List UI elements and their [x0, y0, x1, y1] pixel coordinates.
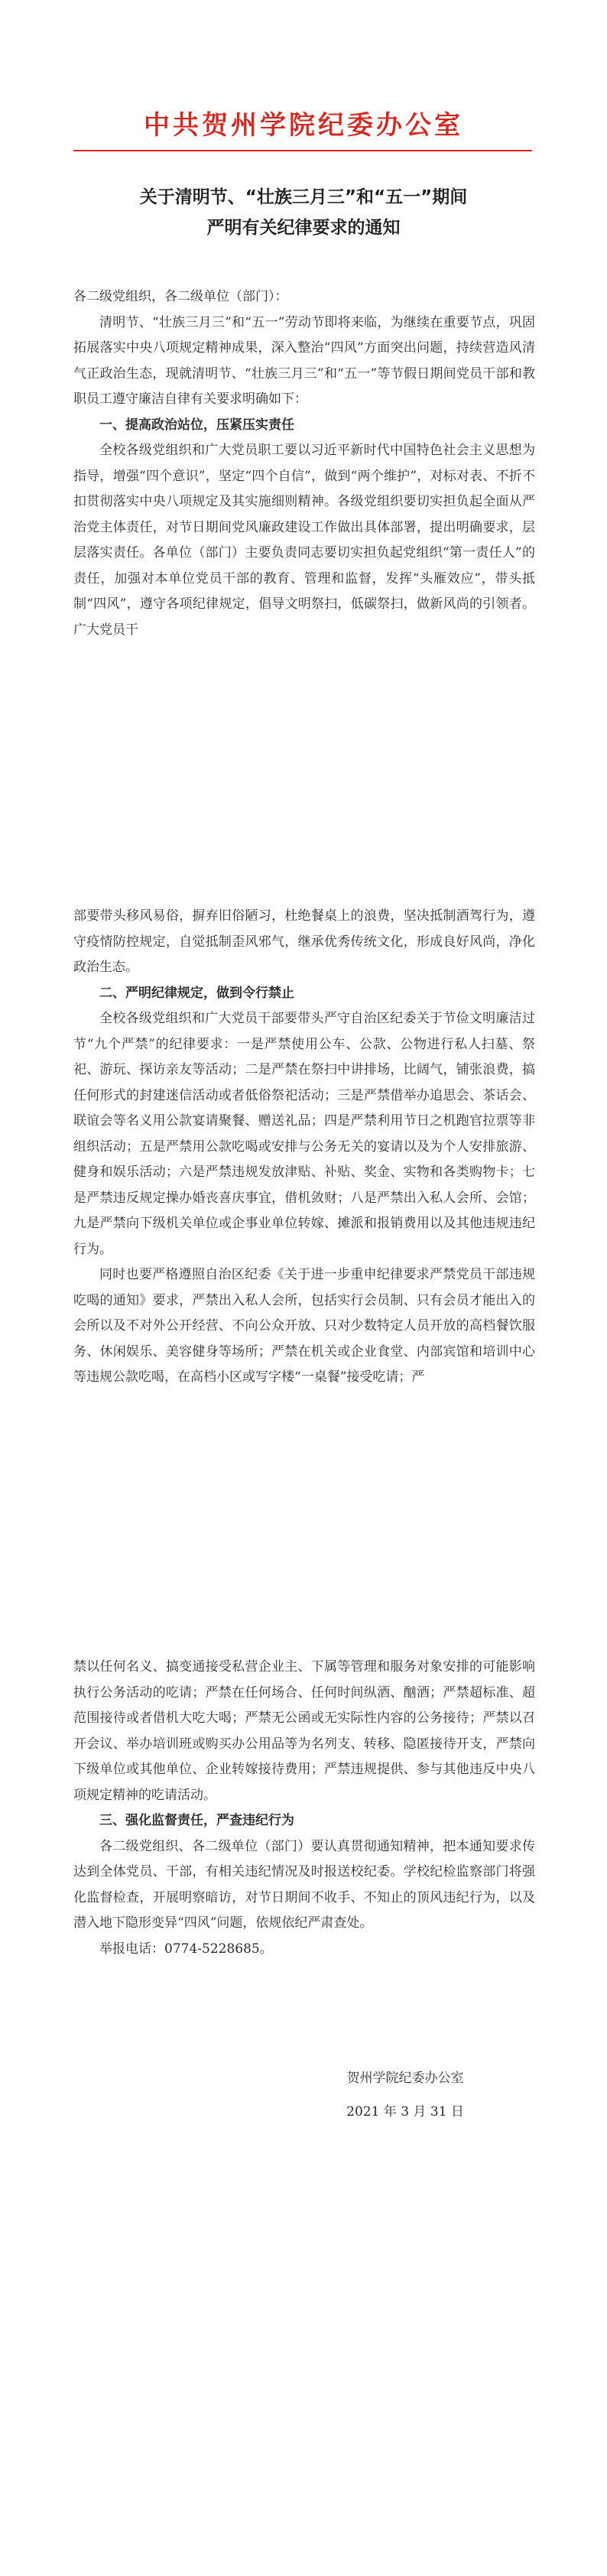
section-1-paragraph-part-2: 部要带头移风易俗，摒弃旧俗陋习，杜绝餐桌上的浪费，坚决抵制酒驾行为，遵守疫情防控规定，自觉抵制歪风邪气，继承优秀传统文化，形成良好风尚，净化政治生态。: [73, 908, 535, 975]
signature-date: 2021 年 3 月 31 日: [346, 2104, 464, 2120]
section-3-heading: 三、强化监督责任，严查违纪行为: [99, 1813, 294, 1828]
body-block-3: [73, 1655, 535, 1962]
body-block-1: [73, 284, 535, 643]
intro-paragraph: 清明节、“壮族三月三”和“五一”劳动节即将来临，为继续在重要节点，巩固拓展落实中央八项规定精神成果，深入整治“四风”方面突出问题，持续营造风清气正政治生态，现就清明节、“壮族三月三”和“五一”等节假日期间党员干部和教职员工遵守廉洁自律有关要求明确如下：: [73, 314, 535, 407]
body-block-2: [73, 904, 535, 1391]
section-1-heading: 一、提高政治站位，压紧压实责任: [99, 417, 294, 433]
document-title: [61, 182, 546, 243]
section-3-paragraph: 各二级党组织、各二级单位（部门）要认真贯彻通知精神，把本通知要求传达到全体党员、干部，有相关违纪情况及时报送校纪委。学校纪检监察部门将强化监督检查，开展明察暗访，对节日期间不收手、不知止的顶风违纪行为，以及潜入地下隐形变异“四风”问题，依规依纪严肃查处。: [73, 1838, 535, 1931]
salutation: 各二级党组织，各二级单位（部门）：: [73, 289, 288, 304]
section-2-heading: 二、严明纪律规定，做到令行禁止: [99, 985, 294, 1001]
section-1-paragraph-part-1: 全校各级党组织和广大党员职工要以习近平新时代中国特色社会主义思想为指导，增强“四个意识”，坚定“四个自信”，做到“两个维护”，对标对表、不折不扣贯彻落实中央八项规定及其实施细则精神。各级党组织要切实担负起全面从严治党主体责任，对节日期间党风廉政建设工作做出具体部署，提出明确要求，层层落实责任。各单位（部门）主要负责同志要切实担负起党组织“第一责任人”的责任，加强对本单位党员干部的教育、管理和监督，发挥“头雁效应”，带头抵制“四风”，遵守各项纪律规定，倡导文明祭扫，低碳祭扫，做新风尚的引领者。广大党员干: [73, 443, 535, 638]
section-2-paragraph-2-part-1: 同时也要严格遵照自治区纪委《关于进一步重申纪律要求严禁党员干部违规吃喝的通知》要求，严禁出入私人会所，包括实行会员制、只有会员才能出入的会所以及不对外公开经营、不向公众开放、只对少数特定人员开放的高档餐饮服务、休闲娱乐、美容健身等场所；严禁在机关或企业食堂、内部宾馆和培训中心等违规公款吃喝，在高档小区或写字楼“一桌餐”接受吃请；严: [73, 1267, 535, 1385]
document-title-line-1: 关于清明节、“壮族三月三”和“五一”期间: [139, 187, 468, 207]
hotline-line: 举报电话：0774-5228685。: [99, 1941, 273, 1957]
section-2-paragraph-2-part-2: 禁以任何名义、搞变通接受私营企业主、下属等管理和服务对象安排的可能影响执行公务活动的吃请；严禁在任何场合、任何时间纵酒、酗酒；严禁超标准、超范围接待或者借机大吃大喝；严禁无公函或无实际性内容的公务接待；严禁以召开会议、举办培训班或购买办公用品等为名列支、转移、隐匿接待开支，严禁向下级单位或其他单位、企业转嫁接待费用；严禁违规提供、参与其他违反中央八项规定精神的吃请活动。: [73, 1659, 535, 1803]
document-title-line-2: 严明有关纪律要求的通知: [206, 218, 401, 238]
section-2-paragraph-1: 全校各级党组织和广大党员干部要带头严守自治区纪委关于节俭文明廉洁过节“九个严禁”的纪律要求：一是严禁使用公车、公款、公物进行私人扫墓、祭祀、游玩、探访亲友等活动；二是严禁在祭扫中讲排场，比阔气，铺张浪费，搞任何形式的封建迷信活动或者低俗祭祀活动；三是严禁借举办追思会、茶话会、联谊会等名义用公款宴请聚餐、赠送礼品；四是严禁利用节日之机跑官拉票等非组织活动；五是严禁用公款吃喝或安排与公务无关的宴请以及为个人安排旅游、健身和娱乐活动；六是严禁违规发放津贴、补贴、奖金、实物和各类购物卡；七是严禁违反规定操办婚丧喜庆事宜，借机敛财；八是严禁出入私人会所、会馆；九是严禁向下级机关单位或企事业单位转嫁、摊派和报销费用以及其他违规违纪行为。: [73, 1011, 535, 1257]
signature-org: 贺州学院纪委办公室: [346, 2071, 464, 2086]
header-divider: [73, 150, 532, 151]
header-org-title: 中共贺州学院纪委办公室: [144, 110, 463, 141]
